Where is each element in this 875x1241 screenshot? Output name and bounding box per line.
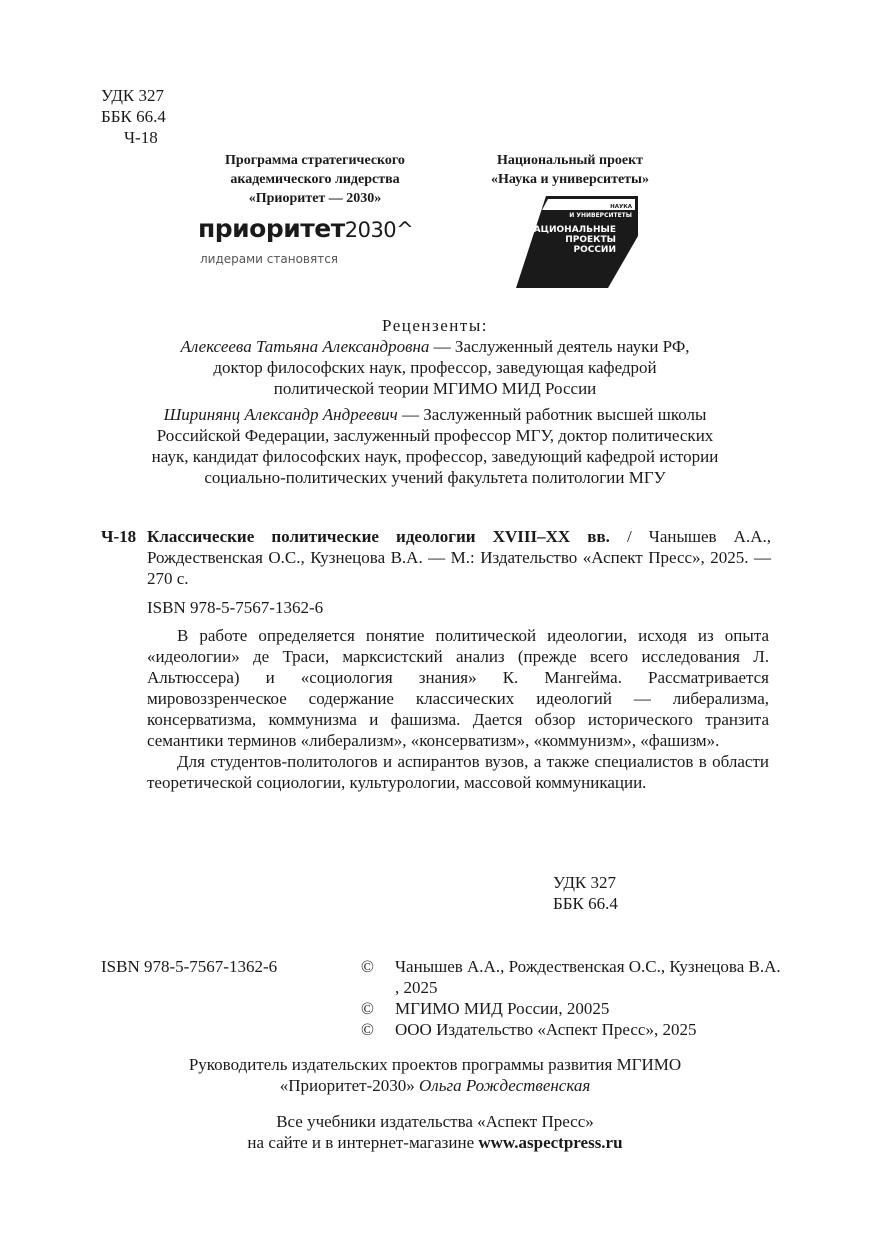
author-mark: Ч-18 <box>124 128 158 147</box>
project-manager <box>100 1054 770 1096</box>
publisher-site <box>100 1111 770 1153</box>
reviewer-name: Ширинянц Александр Андреевич <box>163 405 398 424</box>
copyright-row <box>361 1019 781 1040</box>
logo-slogan: лидерами становятся <box>200 252 339 266</box>
reviewer-text: Российской Федерации, заслуженный профессор МГУ, доктор политических <box>156 426 714 445</box>
copyright-holder: ООО Издательство «Аспект Пресс», 2025 <box>395 1020 697 1039</box>
abstract-paragraph: В работе определяется понятие политической идеологии, исходя из опыта «идеологии» де Траси, марксистский анализ (прежде всего исследования Л. Альтюссера) и «социология знания» К. Мангейма. Рассматривается мировоззренческое содержание классических идеологий — либерализма, консерватизма, коммунизма и фашизма. Дается обзор исторического транзита семантики терминов «либерализм», «консерватизм», «коммунизм», «фашизм». <box>147 626 769 750</box>
copyright-symbol: © <box>361 1020 374 1039</box>
manager-name: Ольга Рождественская <box>419 1076 591 1095</box>
reviewer-text: политической теории МГИМО МИД России <box>273 379 597 398</box>
reviewer-1 <box>100 336 770 399</box>
site-url-link[interactable]: www.aspectpress.ru <box>478 1133 623 1152</box>
book-title: Классические политические идеологии XVIII–XX вв. <box>147 527 610 546</box>
copyright-holder: МГИМО МИД России, 20025 <box>395 999 610 1018</box>
program-line: академического лидерства <box>230 172 400 187</box>
udk-footer <box>553 872 618 914</box>
copyright-symbol: © <box>361 957 374 976</box>
copyright-row <box>361 998 781 1019</box>
reviewer-text: доктор философских наук, профессор, заведующая кафедрой <box>213 358 657 377</box>
author-mark: Ч-18 <box>101 527 137 546</box>
project-line: «Наука и университеты» <box>491 172 649 187</box>
abstract-paragraph: Для студентов-политологов и аспирантов вузов, а также специалистов в области теоретической социологии, культурологии, массовой коммуникации. <box>147 752 769 792</box>
program-line: «Приоритет — 2030» <box>248 191 382 206</box>
reviewer-text: наук, кандидат философских наук, профессор, заведующий кафедрой истории <box>151 447 719 466</box>
copyright-symbol: © <box>361 999 374 1018</box>
manager-line: Руководитель издательских проектов программы развития МГИМО <box>188 1055 682 1074</box>
abstract <box>147 625 769 793</box>
bbk-code: ББК 66.4 <box>101 107 166 126</box>
reviewer-name: Алексеева Татьяна Александровна <box>180 337 430 356</box>
udk-code: УДК 327 <box>101 86 165 105</box>
national-project-caption <box>470 151 670 189</box>
copyright-block <box>361 956 781 1040</box>
reviewer-text: — Заслуженный деятель науки РФ, <box>429 337 690 356</box>
reviewers-heading: Рецензенты: <box>382 316 488 335</box>
reviewer-text: — Заслуженный работник высшей школы <box>397 405 707 424</box>
logo-main-text: ПРОЕКТЫ <box>565 235 616 245</box>
project-line: Национальный проект <box>496 153 644 168</box>
program-line: Программа стратегического <box>225 153 405 168</box>
isbn-footer: ISBN 978-5-7567-1362-6 <box>101 957 278 976</box>
udk-header <box>101 85 166 148</box>
logo-main-text: РОССИИ <box>573 245 616 255</box>
bib-description <box>147 526 771 589</box>
site-prefix: на сайте и в интернет-магазине <box>247 1133 479 1152</box>
logo-top-text: НАУКА <box>610 204 632 210</box>
site-line: Все учебники издательства «Аспект Пресс» <box>276 1112 594 1131</box>
reviewer-2 <box>100 404 770 488</box>
copyright-row <box>361 956 781 998</box>
logo-word: приоритет <box>198 214 345 243</box>
logo-top-text: И УНИВЕРСИТЕТЫ <box>569 212 632 219</box>
logo-year: 2030^ <box>344 218 414 242</box>
udk-code: УДК 327 <box>553 873 617 892</box>
isbn: ISBN 978-5-7567-1362-6 <box>147 598 324 617</box>
bib-details: / Чанышев А.А., Рождественская О.С., Кузнецова В.А. — М.: Издательство «Аспект Пресс», 2025. — 270 с. <box>147 527 771 588</box>
program-caption <box>190 151 440 208</box>
copyright-holder: Чанышев А.А., Рождественская О.С., Кузнецова В.А. , 2025 <box>395 957 781 997</box>
logo-main-text: НАЦИОНАЛЬНЫЕ <box>526 225 616 235</box>
reviewer-text: социально-политических учений факультета политологии МГУ <box>204 468 666 487</box>
bbk-code: ББК 66.4 <box>553 894 618 913</box>
priority-2030-logo <box>198 214 414 243</box>
manager-program: «Приоритет-2030» <box>279 1076 420 1095</box>
national-projects-logo <box>508 196 638 288</box>
